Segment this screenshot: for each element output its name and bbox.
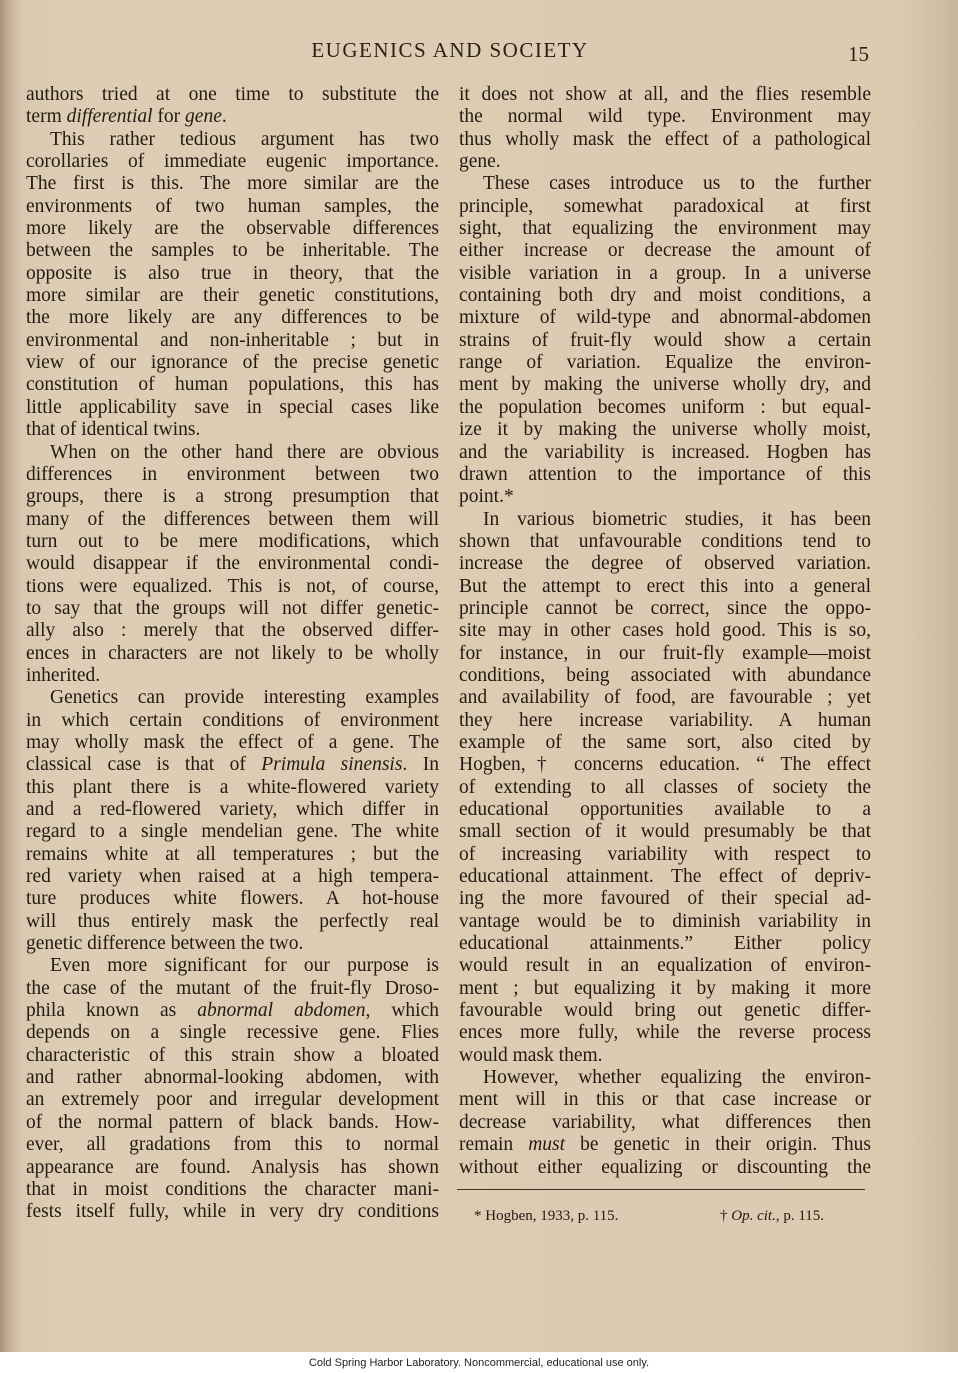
running-head: EUGENICS AND SOCIETY (311, 38, 589, 62)
text-line: favourable would bring out genetic differ- (459, 1000, 871, 1022)
text-line: between the samples to be inheritable. The (26, 240, 439, 262)
text-line: conditions, being associated with abundance (459, 664, 871, 686)
text-line: educational attainment. The effect of depriv- (459, 866, 871, 888)
text-line: visible variation in a group. In a universe (459, 262, 871, 284)
left-text-column (26, 84, 439, 1224)
text-line: an extremely poor and irregular development (26, 1089, 439, 1111)
text-line: more likely are the observable differences (26, 218, 439, 240)
text-line: Hogben,† concerns education. “ The effect (459, 754, 871, 776)
text-line: the normal wild type. Environment may (459, 106, 871, 128)
text-line: they here increase variability. A human (459, 709, 871, 731)
text-line: Even more significant for our purpose is (50, 955, 439, 977)
footnote-op-cit (720, 1208, 824, 1225)
text-line: ally also : merely that the observed differ- (26, 620, 439, 642)
text-line: containing both dry and moist conditions, a (459, 285, 871, 307)
text-line: opposite is also true in theory, that the (26, 262, 439, 284)
text-line: The first is this. The more similar are the (26, 173, 439, 195)
text-line: drawn attention to the importance of this (459, 463, 871, 485)
text-line: the case of the mutant of the fruit-fly Droso- (26, 977, 439, 999)
text-line: would mask them. (459, 1044, 603, 1066)
text-line: increase the degree of observed variation. (459, 553, 871, 575)
text-line: ences in characters are not likely to be wholly (26, 642, 439, 664)
text-line: will thus entirely mask the perfectly real (26, 910, 439, 932)
text-line: strains of fruit-fly would show a certain (459, 329, 871, 351)
text-line: in which certain conditions of environment (26, 709, 439, 731)
text-line: that of identical twins. (26, 419, 201, 441)
text-line: and the variability is increased. Hogben has (459, 441, 871, 463)
text-line: of the normal pattern of black bands. How- (26, 1111, 439, 1133)
text-line: it does not show at all, and the flies resemble (459, 84, 871, 105)
text-line: many of the differences between them will (26, 508, 439, 530)
text-line: ences more fully, while the reverse process (459, 1022, 871, 1044)
text-line: to say that the groups will not differ genetic- (26, 597, 439, 619)
text-line: more similar are their genetic constitutions, (26, 285, 439, 307)
text-line: characteristic of this strain show a bloated (26, 1044, 439, 1066)
text-line: of increasing variability with respect to (459, 843, 871, 865)
text-line: ing the more favoured of their special ad- (459, 888, 871, 910)
footnote-hogben: * Hogben, 1933, p. 115. (474, 1208, 619, 1224)
text-line: would disappear if the environmental condi- (26, 553, 439, 575)
text-line: the more likely are any differences to be (26, 307, 439, 329)
text-line: site may in other cases hold good. This is so, (459, 620, 871, 642)
text-line: the population becomes uniform : but equal- (459, 396, 871, 418)
text-line: environmental and non-inheritable ; but in (26, 329, 439, 351)
text-line: gene. (459, 151, 501, 173)
text-line: for instance, in our fruit-fly example—moist (459, 642, 871, 664)
text-line: differences in environment between two (26, 463, 439, 485)
page-number: 15 (848, 42, 869, 66)
text-line: educational opportunities available to a (459, 799, 871, 820)
text-line: environments of two human samples, the (26, 195, 439, 217)
text-line: regard to a single mendelian gene. The white (26, 821, 439, 843)
text-line: would result in an equalization of environ- (459, 955, 871, 977)
text-line: view of our ignorance of the precise genetic (26, 352, 439, 374)
op-cit-page: , p. 115. (775, 1208, 825, 1224)
text-line: of extending to all classes of society the (459, 776, 871, 798)
text-line: this plant there is a white-flowered variety (26, 776, 439, 798)
text-line: Genetics can provide interesting examples (50, 687, 439, 709)
text-line: ment will in this or that case increase or (459, 1089, 871, 1111)
text-line: fests itself fully, while in very dry conditions (26, 1201, 439, 1223)
text-line: example of the same sort, also cited by (459, 731, 871, 753)
text-line: remain must be genetic in their origin. Thus (459, 1134, 871, 1156)
text-line: point.* (459, 486, 514, 508)
text-line: corollaries of immediate eugenic importance. (26, 151, 439, 173)
text-line: When on the other hand there are obvious (50, 441, 439, 463)
text-line: may wholly mask the effect of a gene. The (26, 731, 439, 753)
text-line: remains white at all temperatures ; but the (26, 843, 439, 865)
text-line: ment ; but equalizing it by making it more (459, 977, 871, 999)
text-line: tions were equalized. This is not, of course, (26, 575, 439, 597)
text-line: authors tried at one time to substitute the (26, 84, 439, 105)
text-line: appearance are found. Analysis has shown (26, 1156, 439, 1178)
text-line: This rather tedious argument has two (50, 128, 439, 150)
text-line: ize it by making the universe wholly moist, (459, 419, 871, 441)
dagger-mark: † (720, 1208, 732, 1224)
text-line: decrease variability, what differences then (459, 1111, 871, 1133)
text-line: classical case is that of Primula sinensis. In (26, 754, 439, 776)
text-line: and a red-flowered variety, which differ in (26, 799, 439, 820)
text-line: vantage would be to diminish variability in (459, 910, 871, 932)
text-line: small section of it would presumably be that (459, 821, 871, 843)
text-line: mixture of wild-type and abnormal-abdomen (459, 307, 871, 329)
text-line: red variety when raised at a high tempera- (26, 866, 439, 888)
text-line: depends on a single recessive gene. Flies (26, 1022, 439, 1044)
text-line: either increase or decrease the amount of (459, 240, 871, 262)
text-line: In various biometric studies, it has been (483, 508, 871, 530)
text-line: principle cannot be correct, since the oppo- (459, 597, 871, 619)
text-line: shown that unfavourable conditions tend to (459, 530, 871, 552)
text-line: sight, that equalizing the environment may (459, 218, 871, 240)
archive-credit: Cold Spring Harbor Laboratory. Noncommercial, educational use only. (308, 1357, 650, 1369)
text-line: thus wholly mask the effect of a pathological (459, 128, 871, 150)
text-line: constitution of human populations, this has (26, 374, 439, 396)
text-line: These cases introduce us to the further (483, 173, 871, 195)
text-line: But the attempt to erect this into a general (459, 575, 871, 597)
text-line: principle, somewhat paradoxical at first (459, 195, 871, 217)
text-line: term differential for gene. (26, 106, 227, 128)
text-line: phila known as abnormal abdomen, which (26, 1000, 439, 1022)
text-line: educational attainments.” Either policy (459, 933, 871, 955)
right-text-column (459, 84, 871, 1179)
text-line: ture produces white flowers. A hot-house (26, 888, 439, 910)
text-line: ment by making the universe wholly dry, and (459, 374, 871, 396)
text-line: ever, all gradations from this to normal (26, 1134, 439, 1156)
op-cit-italic: Op. cit. (731, 1208, 776, 1224)
text-line: and availability of food, are favourable ; yet (459, 687, 871, 709)
text-line: inherited. (26, 664, 101, 686)
text-line: little applicability save in special cases like (26, 396, 439, 418)
text-line: groups, there is a strong presumption that (26, 486, 439, 508)
text-line: genetic difference between the two. (26, 933, 304, 955)
footnote-rule (457, 1189, 865, 1190)
text-line: range of variation. Equalize the environ- (459, 352, 871, 374)
text-line: turn out to be mere modifications, which (26, 530, 439, 552)
text-line: that in moist conditions the character mani- (26, 1178, 439, 1200)
text-line: However, whether equalizing the environ- (483, 1067, 871, 1089)
text-line: and rather abnormal-looking abdomen, with (26, 1067, 439, 1089)
text-line: without either equalizing or discounting the (459, 1156, 871, 1178)
